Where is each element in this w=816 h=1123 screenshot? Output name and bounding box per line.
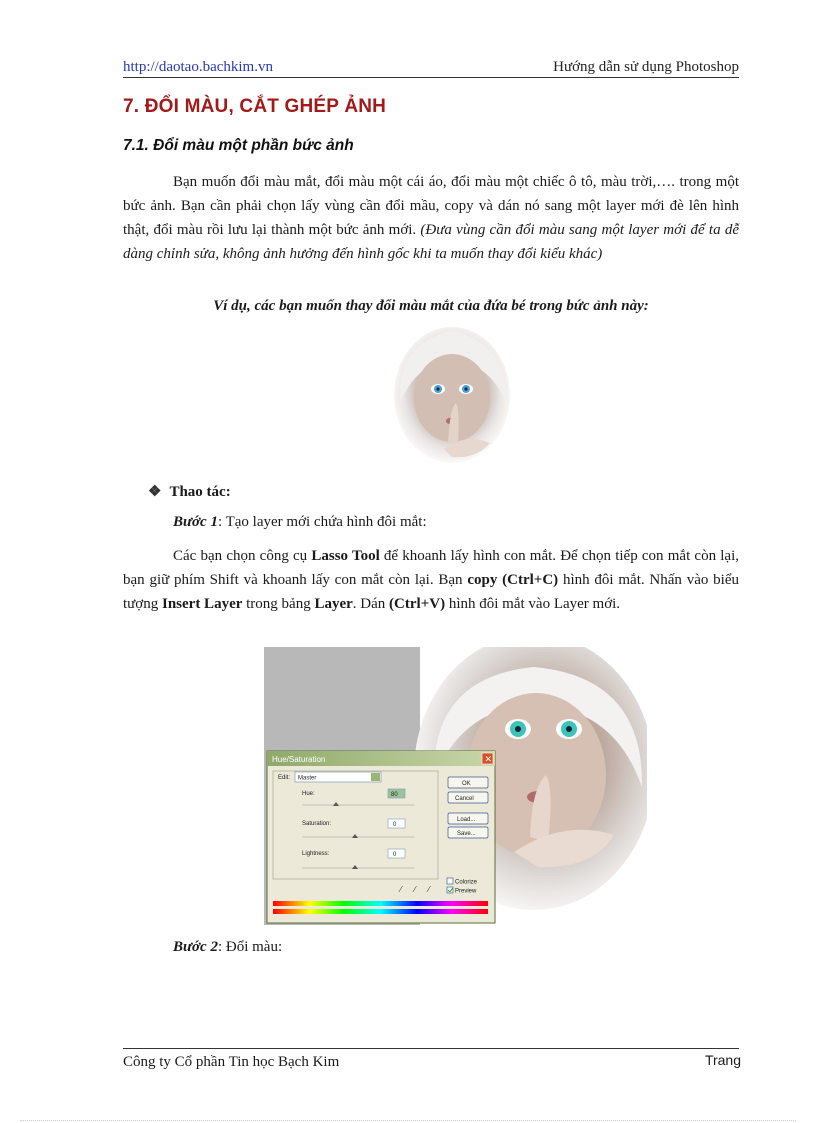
cancel-label: Cancel bbox=[455, 796, 474, 802]
load-button[interactable] bbox=[448, 813, 488, 824]
edit-select-value: Master bbox=[298, 775, 317, 782]
header-title: Hướng dẫn sử dụng Photoshop bbox=[553, 59, 739, 75]
eyedropper-icon[interactable]: ⁄ bbox=[400, 885, 402, 894]
text: hình đôi mắt vào Layer mới. bbox=[445, 596, 621, 612]
close-icon: ✕ bbox=[484, 754, 493, 764]
hue-label: Hue: bbox=[302, 791, 315, 797]
saturation-input[interactable] bbox=[388, 819, 405, 828]
insert-layer-term: Insert Layer bbox=[161, 596, 243, 612]
section-heading: 7. ĐỔI MÀU, CẮT GHÉP ẢNH bbox=[123, 96, 387, 117]
spectrum-bar-source bbox=[273, 901, 488, 906]
text: hình đôi mắt. Nhấn vào biểu tượng bbox=[123, 572, 739, 612]
photoshop-screenshot bbox=[264, 647, 647, 925]
diamond-bullet-icon: ❖ bbox=[148, 484, 162, 500]
subsection-heading: 7.1. Đổi màu một phần bức ảnh bbox=[123, 137, 354, 154]
step2-line bbox=[173, 939, 282, 956]
step1-label: Bước 1 bbox=[173, 514, 218, 530]
save-button[interactable] bbox=[448, 827, 488, 838]
page-footer bbox=[123, 1048, 741, 1070]
saturation-value: 0 bbox=[393, 822, 397, 828]
chevron-down-icon[interactable] bbox=[371, 773, 380, 781]
save-label: Save... bbox=[457, 831, 476, 837]
text: Các bạn chọn công cụ bbox=[173, 548, 312, 564]
page-header bbox=[123, 57, 739, 78]
intro-paragraph bbox=[123, 170, 739, 266]
text: . Dán bbox=[352, 596, 390, 612]
intro-text: Bạn muốn đổi màu mắt, đổi màu một cái áo, đổi màu một chiếc ô tô, màu trời,…. trong một bức ảnh. Bạn cần phải chọn lấy vùng cần đổi mầu, copy và dán nó sang một layer mới đè lên hình thật, đổi màu rồi lưu lại thành một bức ảnh mới. bbox=[123, 174, 739, 238]
ok-label: OK bbox=[462, 781, 471, 787]
cancel-button[interactable] bbox=[448, 792, 488, 803]
copy-shortcut: (Ctrl+C) bbox=[502, 572, 559, 588]
lightness-value: 0 bbox=[393, 852, 397, 858]
child-photo-original bbox=[386, 323, 520, 471]
footer-page-label: Trang bbox=[704, 1052, 741, 1068]
edit-label: Edit: bbox=[278, 775, 291, 781]
step1-text: : Tạo layer mới chứa hình đôi mắt: bbox=[217, 514, 427, 530]
intro-note: (Đưa vùng cần đổi màu sang một layer mới để ta dễ dàng chỉnh sửa, không ảnh hưởng đến hình gốc khi ta muốn thay đổi kiểu khác) bbox=[123, 222, 739, 262]
ok-button[interactable] bbox=[448, 777, 488, 788]
footer-company: Công ty Cổ phần Tin học Bạch Kim bbox=[123, 1054, 340, 1070]
operations-label: Thao tác: bbox=[169, 484, 231, 500]
site-link[interactable]: http://daotao.bachkim.vn bbox=[123, 59, 273, 75]
hue-saturation-dialog[interactable] bbox=[267, 751, 495, 923]
load-label: Load... bbox=[457, 817, 476, 823]
paste-shortcut: (Ctrl+V) bbox=[389, 596, 446, 612]
step1-line bbox=[173, 514, 427, 531]
eyedropper-plus-icon[interactable]: ⁄ bbox=[414, 885, 416, 894]
text: để khoanh lấy hình con mắt. Để chọn tiếp con mắt còn lại, bạn giữ phím Shift và khoanh lấy con mắt còn lại. Bạn bbox=[123, 548, 739, 588]
saturation-label: Saturation: bbox=[302, 821, 332, 827]
copy-term: copy bbox=[467, 572, 498, 588]
step2-text: : Đổi màu: bbox=[217, 939, 283, 955]
spectrum-bar-result bbox=[273, 909, 488, 914]
lightness-label: Lightness: bbox=[302, 851, 330, 857]
colorize-checkbox[interactable] bbox=[447, 878, 453, 884]
hue-value: 80 bbox=[391, 792, 398, 798]
colorize-label: Colorize bbox=[455, 879, 478, 886]
lightness-input[interactable] bbox=[388, 849, 405, 858]
preview-label: Preview bbox=[455, 888, 477, 895]
text: trong bảng bbox=[242, 596, 315, 612]
dialog-title: Hue/Saturation bbox=[272, 755, 326, 764]
step1-paragraph bbox=[123, 544, 739, 616]
layer-term: Layer bbox=[314, 596, 353, 612]
eyedropper-minus-icon[interactable]: ⁄ bbox=[428, 885, 430, 894]
lasso-tool-term: Lasso Tool bbox=[311, 548, 380, 564]
operations-bullet bbox=[148, 482, 231, 501]
page-bottom-divider bbox=[20, 1120, 796, 1121]
example-caption: Ví dụ, các bạn muốn thay đổi màu mắt của đứa bé trong bức ảnh này: bbox=[213, 298, 649, 314]
step2-label: Bước 2 bbox=[173, 939, 218, 955]
